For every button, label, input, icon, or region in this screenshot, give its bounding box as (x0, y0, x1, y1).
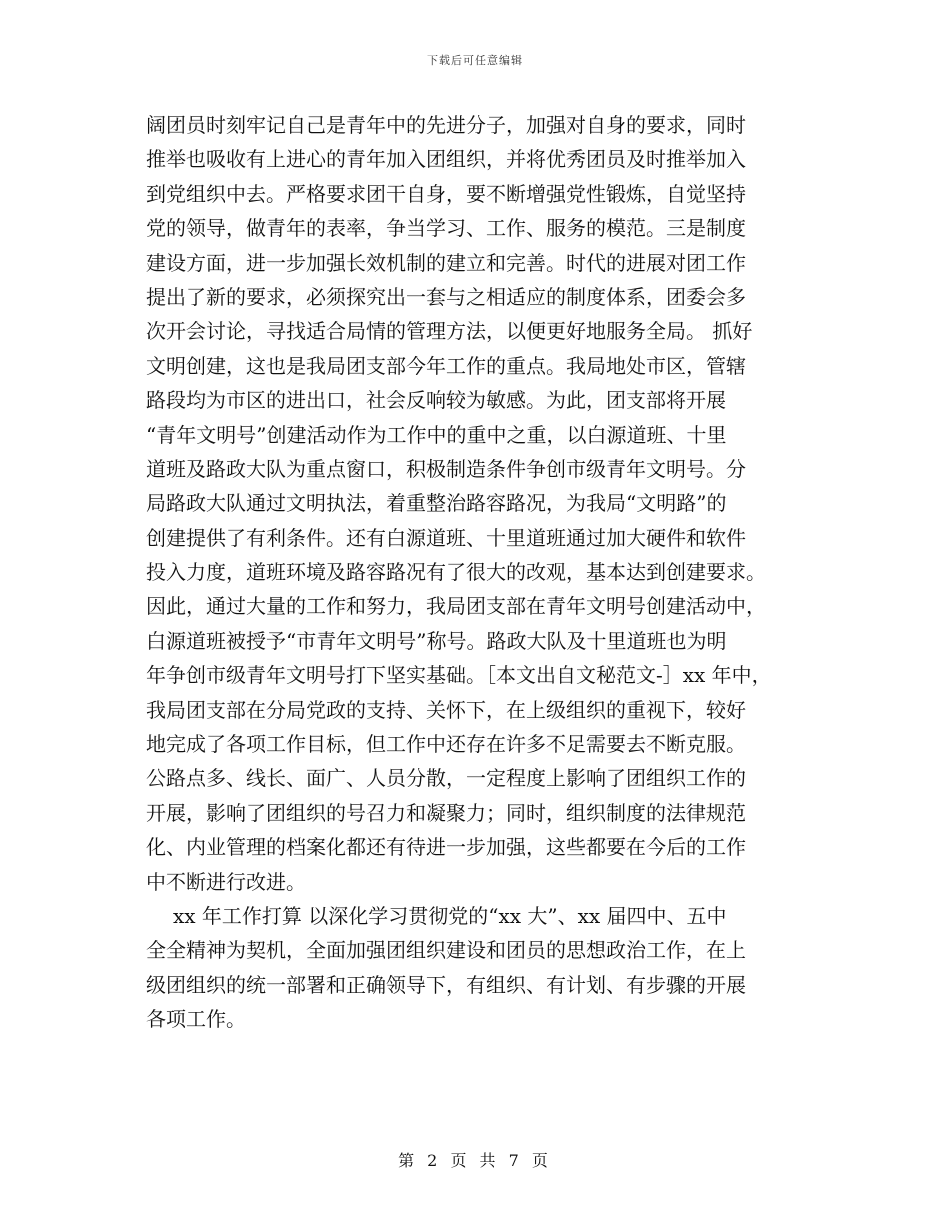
text-line: 全全精神为契机，全面加强团组织建设和团员的思想政治工作，在上 (146, 938, 746, 963)
page-number: 第 2 页 共 7 页 (398, 1151, 552, 1170)
text-line: 创建提供了有利条件。还有白源道班、十里道班通过加大硬件和软件 (146, 525, 746, 550)
text-line: 投入力度，道班环境及路容路况有了很大的改观，基本达到创建要求。 (146, 560, 766, 585)
text-line: 路段均为市区的进出口，社会反响较为敏感。为此，团支部将开展 (146, 388, 726, 413)
paragraph-start-line: xx 年工作打算 以深化学习贯彻党的“xx 大”、xx 届四中、五中 (173, 903, 727, 928)
text-line: “青年文明号”创建活动作为工作中的重中之重，以白源道班、十里 (146, 422, 727, 447)
text-line: 到党组织中去。严格要求团干自身，要不断增强党性锻炼，自觉坚持 (146, 181, 746, 206)
text-line: 次开会讨论，寻找适合局情的管理方法，以便更好地服务全局。 抓好 (146, 319, 753, 344)
header-note: 下载后可任意编辑 (427, 54, 523, 67)
text-line: 白源道班被授予“市青年文明号”称号。路政大队及十里道班也为明 (146, 628, 727, 653)
text-line: 公路点多、线长、面广、人员分散，一定程度上影响了团组织工作的 (146, 766, 746, 791)
text-line: 地完成了各项工作目标，但工作中还存在许多不足需要去不断克服。 (146, 732, 746, 757)
text-line: 阔团员时刻牢记自己是青年中的先进分子，加强对自身的要求，同时 (146, 113, 746, 137)
text-line: 我局团支部在分局党政的支持、关怀下，在上级组织的重视下，较好 (146, 697, 746, 722)
text-line: 中不断进行改进。 (146, 869, 306, 894)
text-line: 开展，影响了团组织的号召力和凝聚力；同时，组织制度的法律规范 (146, 800, 746, 825)
text-line: 年争创市级青年文明号打下坚实基础。［本文出自文秘范文-］xx 年中， (146, 663, 772, 688)
text-line: 局路政大队通过文明执法，着重整治路容路况，为我局“文明路”的 (146, 491, 727, 516)
text-line: 化、内业管理的档案化都还有待进一步加强，这些都要在今后的工作 (146, 835, 746, 860)
text-line: 党的领导，做青年的表率，争当学习、工作、服务的模范。三是制度 (146, 216, 746, 241)
text-line: 推举也吸收有上进心的青年加入团组织，并将优秀团员及时推举加入 (146, 147, 746, 172)
text-line: 道班及路政大队为重点窗口，积极制造条件争创市级青年文明号。分 (146, 456, 746, 481)
body-text (146, 108, 814, 1037)
text-line: 各项工作。 (146, 1007, 246, 1032)
text-line: 因此，通过大量的工作和努力，我局团支部在青年文明号创建活动中， (146, 594, 766, 619)
text-line: 建设方面，进一步加强长效机制的建立和完善。时代的进展对团工作 (146, 250, 746, 275)
text-line: 级团组织的统一部署和正确领导下，有组织、有计划、有步骤的开展 (146, 972, 746, 997)
text-line: 文明创建，这也是我局团支部今年工作的重点。我局地处市区，管辖 (146, 353, 746, 378)
text-line: 提出了新的要求，必须探究出一套与之相适应的制度体系，团委会多 (146, 284, 746, 309)
